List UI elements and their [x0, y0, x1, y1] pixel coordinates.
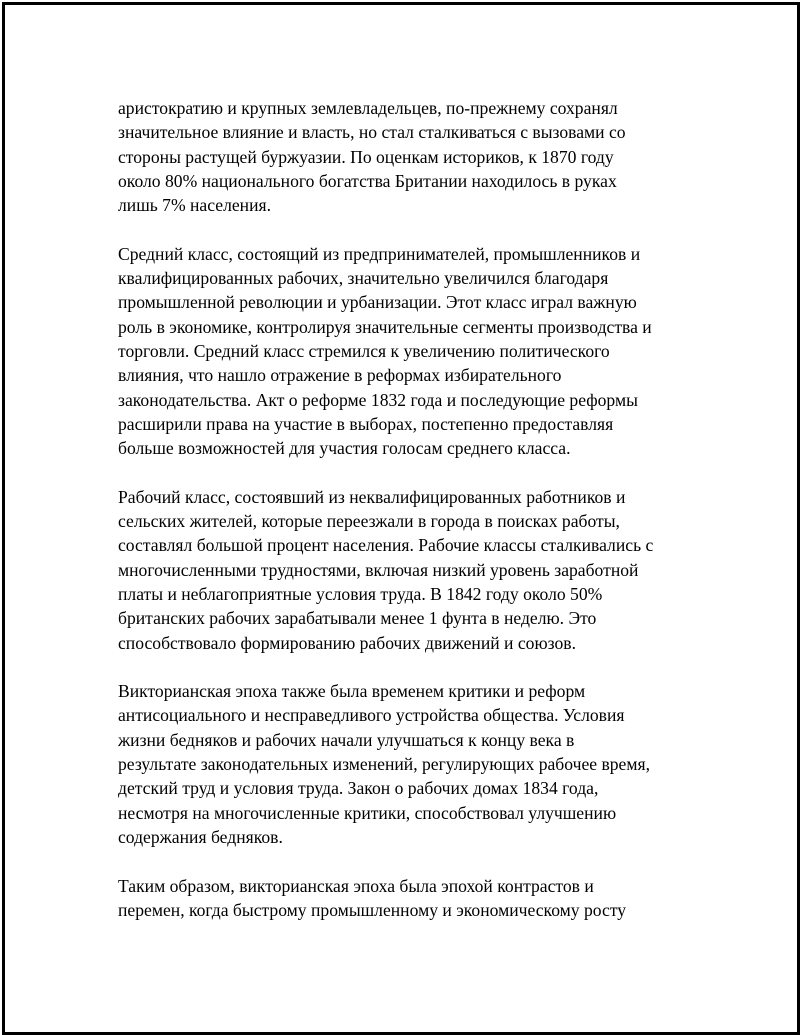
paragraph-aristocracy	[118, 96, 698, 217]
text-line: стороны растущей буржуазии. По оценкам историков, к 1870 году	[118, 146, 614, 167]
text-line: Средний класс, состоящий из предпринимателей, промышленников и	[118, 243, 641, 264]
text-line: значительное влияние и власть, но стал сталкиваться с вызовами со	[118, 122, 626, 143]
text-line: лишь 7% населения.	[118, 195, 271, 216]
text-line: перемен, когда быстрому промышленному и экономическому росту	[118, 899, 627, 920]
text-line: составлял большой процент населения. Рабочие классы сталкивались с	[118, 535, 654, 556]
paragraph-conclusion	[118, 874, 698, 923]
text-line: многочисленными трудностями, включая низкий уровень заработной	[118, 559, 639, 580]
text-line: законодательства. Акт о реформе 1832 года и последующие реформы	[118, 389, 638, 410]
text-line: квалифицированных рабочих, значительно увеличился благодаря	[118, 268, 609, 289]
text-line: Викторианская эпоха также была временем критики и реформ	[118, 681, 586, 702]
text-line: около 80% национального богатства Британии находилось в руках	[118, 170, 617, 191]
text-line: несмотря на многочисленные критики, способствовал улучшению	[118, 802, 617, 823]
text-line: расширили права на участие в выборах, постепенно предоставляя	[118, 413, 614, 434]
text-line: способствовало формированию рабочих движений и союзов.	[118, 632, 576, 653]
text-line: содержания бедняков.	[118, 826, 283, 847]
text-line: больше возможностей для участия голосам среднего класса.	[118, 438, 571, 459]
paragraph-middle-class	[118, 242, 698, 461]
text-line: британских рабочих зарабатывали менее 1 фунта в неделю. Это	[118, 608, 597, 629]
text-line: роль в экономике, контролируя значительные сегменты производства и	[118, 316, 652, 337]
paragraph-working-class	[118, 485, 698, 655]
text-line: промышленной революции и урбанизации. Этот класс играл важную	[118, 292, 637, 313]
text-line: влияния, что нашло отражение в реформах избирательного	[118, 365, 562, 386]
document-body	[118, 96, 698, 946]
text-line: сельских жителей, которые переезжали в города в поисках работы,	[118, 511, 620, 532]
text-line: жизни бедняков и рабочих начали улучшаться к концу века в	[118, 729, 575, 750]
text-line: торговли. Средний класс стремился к увеличению политического	[118, 340, 610, 361]
text-line: антисоциального и несправедливого устройства общества. Условия	[118, 705, 625, 726]
paragraph-reforms	[118, 679, 698, 849]
page-frame	[2, 2, 800, 1035]
text-line: Рабочий класс, состоявший из неквалифицированных работников и	[118, 486, 626, 507]
text-line: аристократию и крупных землевладельцев, по-прежнему сохранял	[118, 98, 618, 118]
text-line: платы и неблагоприятные условия труда. В 1842 году около 50%	[118, 583, 603, 604]
text-line: Таким образом, викторианская эпоха была эпохой контрастов и	[118, 875, 594, 896]
text-line: результате законодательных изменений, регулирующих рабочее время,	[118, 754, 650, 775]
text-line: детский труд и условия труда. Закон о рабочих домах 1834 года,	[118, 778, 599, 799]
